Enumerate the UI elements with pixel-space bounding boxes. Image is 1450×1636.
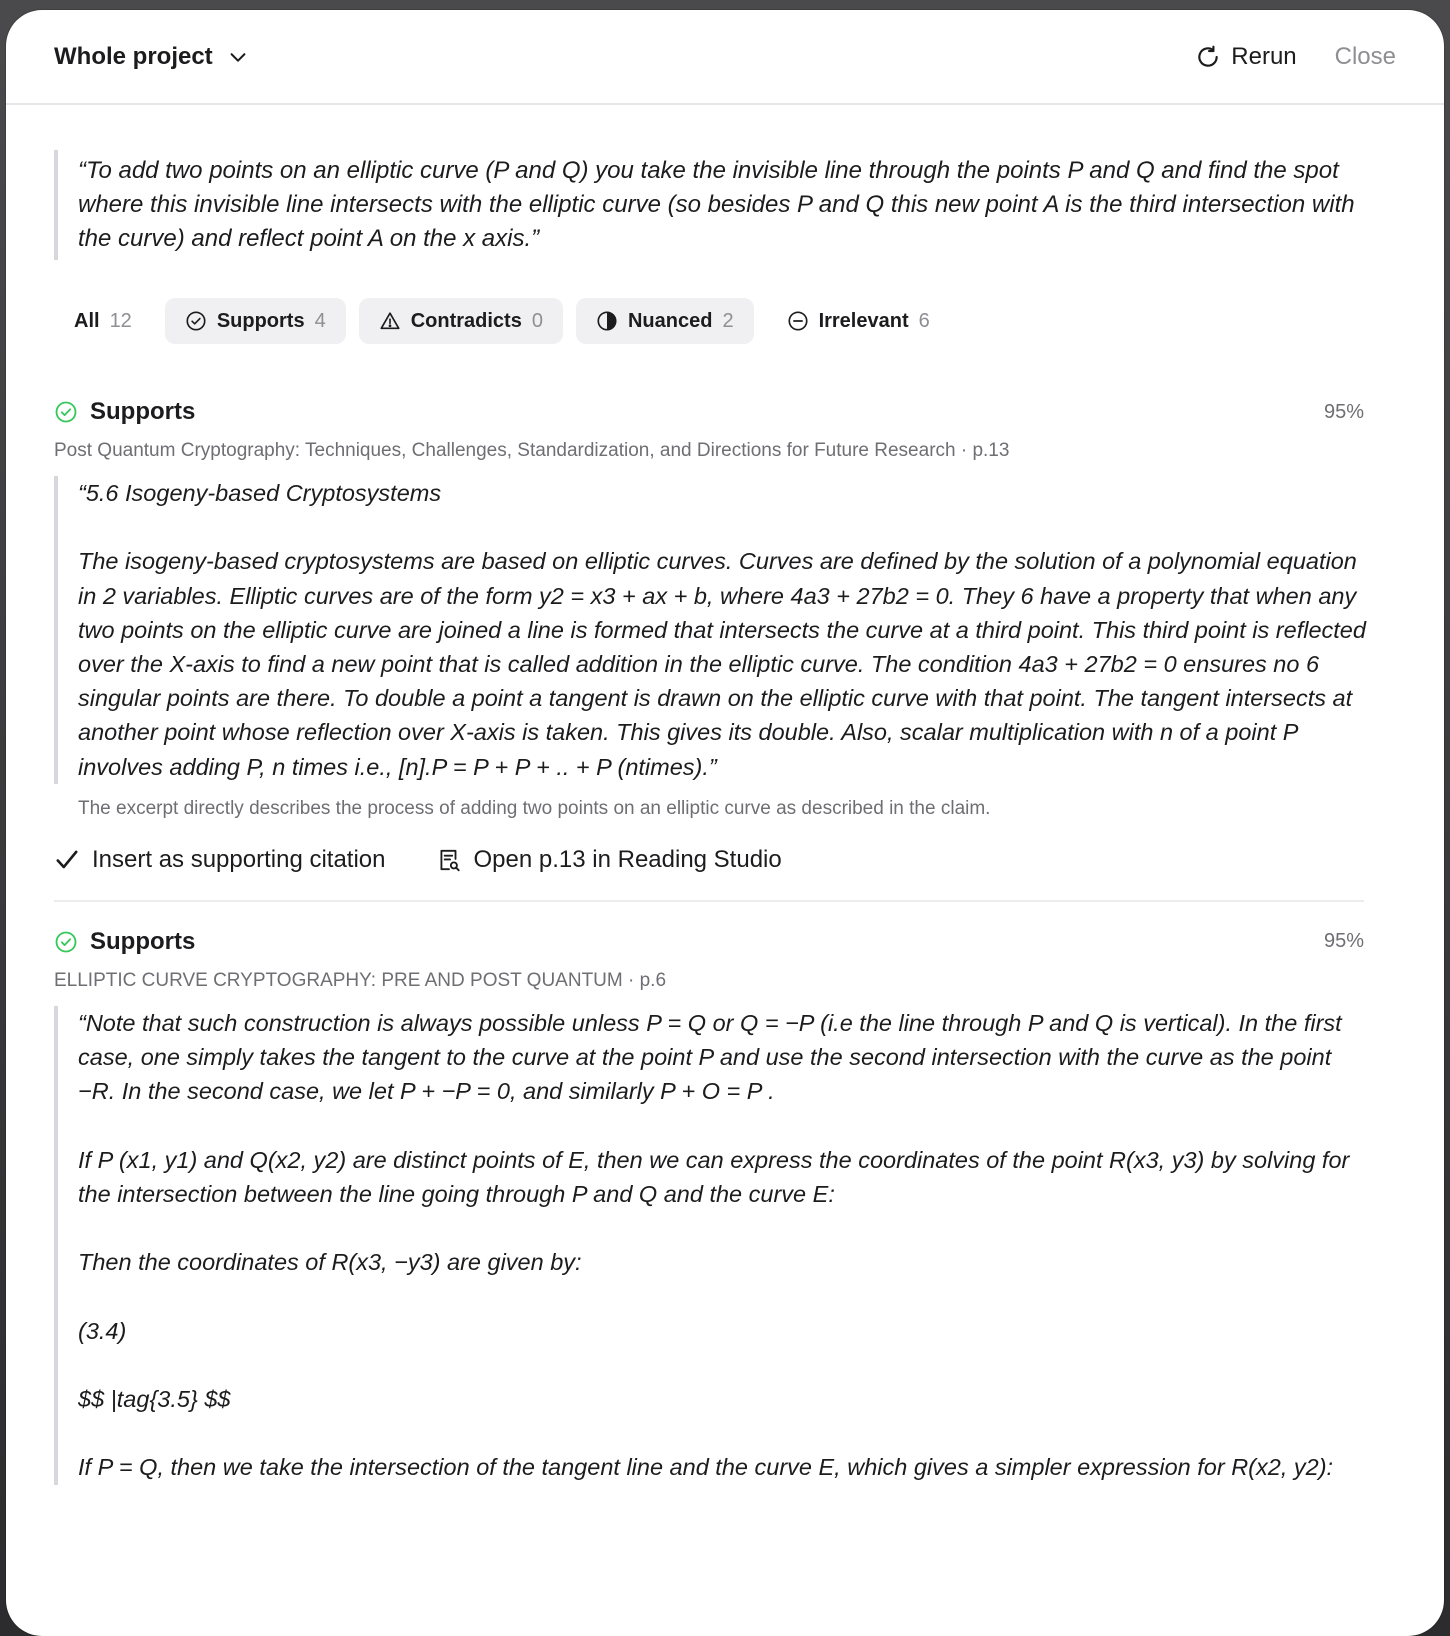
result-divider <box>54 900 1364 902</box>
refresh-icon <box>1195 44 1221 70</box>
check-circle-icon <box>54 930 78 954</box>
confidence-score: 95% <box>1323 930 1364 953</box>
source-citation: ELLIPTIC CURVE CRYPTOGRAPHY: PRE AND POST QUANTUM · p.6 <box>54 969 667 991</box>
insert-citation-button[interactable] <box>54 846 386 874</box>
warning-triangle-icon <box>379 310 401 332</box>
filter-label: All <box>74 309 100 332</box>
check-circle-icon <box>54 400 78 424</box>
verdict <box>54 928 195 956</box>
filter-label: Supports <box>216 309 305 332</box>
filter-count: 4 <box>314 309 326 332</box>
filter-contradicts[interactable] <box>359 298 563 344</box>
rerun-button[interactable] <box>1195 43 1296 71</box>
modal-content <box>54 150 1374 1485</box>
open-reading-studio-label: Open p.13 in Reading Studio <box>473 845 782 873</box>
modal-header <box>6 10 1444 105</box>
rerun-label: Rerun <box>1231 42 1297 70</box>
confidence-score: 95% <box>1323 400 1364 423</box>
scope-dropdown[interactable] <box>54 43 249 71</box>
excerpt-quote: “Note that such construction is always possible unless P = Q or Q = −P (i.e the line through P and Q is vertical). In the first case, one simply takes the tangent to the curve at the point P and use the second intersection with the curve as the point −R. In the second case, we let P + −P = 0, and similarly P + O = P . If P (x1, y1) and Q(x2, y2) are distinct points of E, then we can express the coordinates of the point R(x3, y3) by solving for the intersection between the line going through P and Q and the curve E: Then the coordinates of R(x3, −y3) are given by: (3.4) $$ |tag{3.5} $$ If P = Q, then we take the intersection of the tangent line and the curve E, which gives a simpler expression for R(x2, y2): <box>54 1006 1374 1485</box>
verdict <box>54 398 195 426</box>
result-actions <box>54 846 1374 874</box>
document-search-icon <box>436 847 462 873</box>
scope-label: Whole project <box>54 42 213 70</box>
filter-count: 0 <box>531 309 543 332</box>
result-card <box>54 396 1374 902</box>
verdict-label: Supports <box>90 398 196 425</box>
evidence-modal <box>6 10 1444 1636</box>
filter-count: 6 <box>918 309 930 332</box>
result-card <box>54 926 1374 1485</box>
filter-irrelevant[interactable] <box>767 298 950 344</box>
minus-circle-icon <box>787 310 809 332</box>
half-circle-icon <box>596 310 618 332</box>
checkmark-icon <box>54 847 80 873</box>
filter-label: Nuanced <box>627 309 713 332</box>
open-reading-studio-button[interactable] <box>436 846 782 874</box>
filter-count: 12 <box>109 309 132 332</box>
filter-nuanced[interactable] <box>576 298 754 344</box>
verdict-label: Supports <box>90 927 196 955</box>
filter-count: 2 <box>722 309 734 332</box>
result-header <box>54 396 1364 428</box>
insert-citation-label: Insert as supporting citation <box>92 845 386 873</box>
excerpt-quote: “5.6 Isogeny-based Cryptosystems The isogeny-based cryptosystems are based on elliptic curves. Curves are defined by the solution of a polynomial equation in 2 variables. Elliptic curves are of the form y2 = x3 + ax + b, where 4a3 + 27b2 = 0. They 6 have a property that when any two points on the elliptic curve are joined a line is formed that intersects the curve at a third point. This third point is reflected over the X-axis to find a new point that is called addition in the elliptic curve. The condition 4a3 + 27b2 = 0 ensures no 6 singular points are there. To double a point a tangent is drawn on the elliptic curve with that point. The tangent intersects at another point whose reflection over X-axis is taken. This gives its double. Also, scalar multiplication with n of a point P involves adding P, n times i.e., [n].P = P + P + .. + P (ntimes).” <box>54 476 1374 784</box>
header-actions <box>1195 43 1396 71</box>
close-button[interactable]: Close <box>1334 42 1396 70</box>
result-header <box>54 926 1364 958</box>
filter-supports[interactable] <box>165 298 346 344</box>
filter-label: Contradicts <box>410 309 522 332</box>
check-circle-icon <box>185 310 207 332</box>
filter-all[interactable] <box>54 298 152 344</box>
chevron-down-icon <box>227 46 249 68</box>
filter-label: Irrelevant <box>818 309 909 332</box>
result-reason: The excerpt directly describes the process of adding two points on an elliptic curve as described in the claim. <box>78 797 991 819</box>
claim-quote: “To add two points on an elliptic curve (P and Q) you take the invisible line through the points P and Q and find the spot where this invisible line intersects with the elliptic curve (so besides P and Q this new point A is the third intersection with the curve) and reflect point A on the x axis.” <box>54 150 1374 260</box>
source-citation: Post Quantum Cryptography: Techniques, Challenges, Standardization, and Directions for Future Research · p.13 <box>54 440 1010 461</box>
filter-tabs <box>54 298 1374 344</box>
